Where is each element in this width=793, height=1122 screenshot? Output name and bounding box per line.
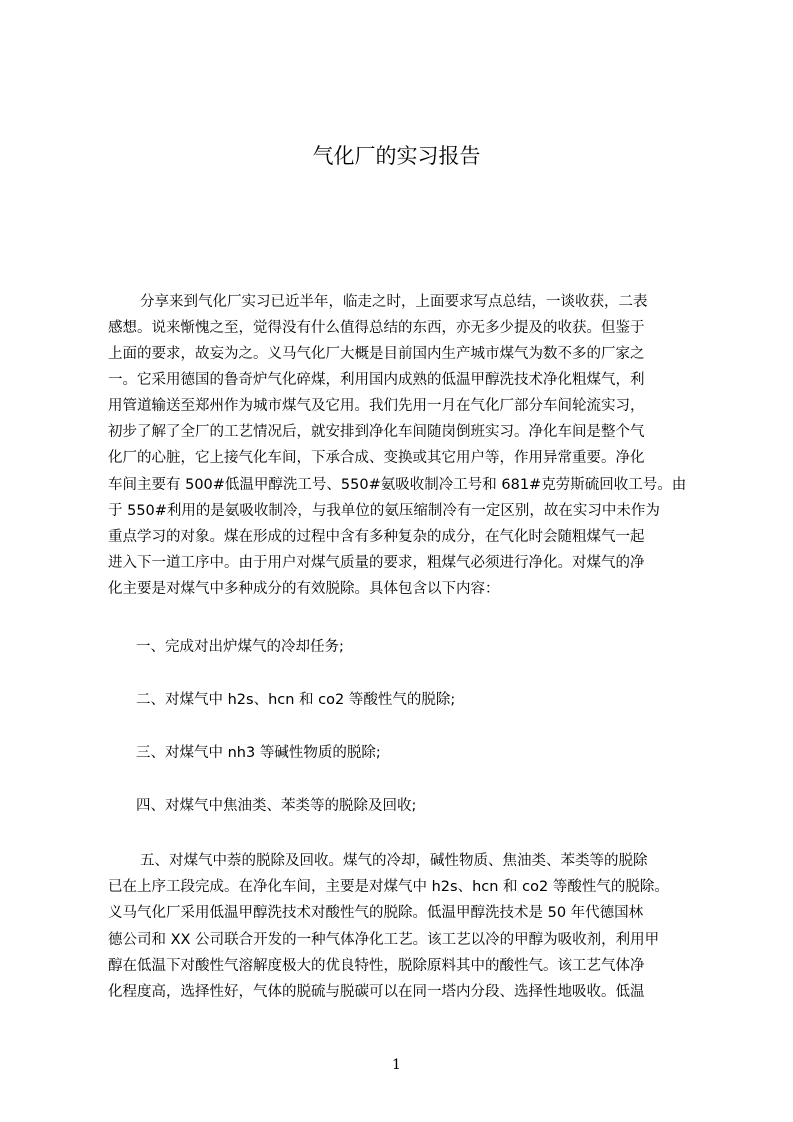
paragraph-1-line: 重点学习的对象。煤在形成的过程中含有多种复杂的成分，在气化时会随粗煤气一起 [108, 529, 645, 545]
document-title: 气化厂的实习报告 [312, 144, 481, 168]
paragraph-2-line: 德公司和 XX 公司联合开发的一种气体净化工艺。该工艺以冷的甲醇为吸收剂，利用甲 [108, 932, 660, 948]
paragraph-1-line: 分享来到气化厂实习已近半年，临走之时，上面要求写点总结，一谈收获，二表 [140, 294, 648, 310]
paragraph-2-line: 义马气化厂采用低温甲醇洗技术对酸性气的脱除。低温甲醇洗技术是 50 年代德国林 [108, 905, 644, 921]
paragraph-1-line: 一。它采用德国的鲁奇炉气化碎煤，利用国内成熟的低温甲醇洗技术净化粗煤气，利 [108, 372, 645, 388]
paragraph-1-line: 化主要是对煤气中多种成分的有效脱除。具体包含以下内容： [108, 581, 500, 597]
paragraph-1-line: 初步了解了全厂的工艺情况后，就安排到净化车间随岗倒班实习。净化车间是整个气 [108, 424, 645, 440]
paragraph-2-line: 醇在低温下对酸性气溶解度极大的优良特性，脱除原料其中的酸性气。该工艺气体净 [108, 958, 645, 974]
list-item: 三、对煤气中 nh3 等碱性物质的脱除; [136, 745, 381, 761]
paragraph-1-line: 进入下一道工序中。由于用户对煤气质量的要求，粗煤气必须进行净化。对煤气的净 [108, 555, 645, 571]
paragraph-1-line: 上面的要求，故妄为之。义马气化厂大概是目前国内生产城市煤气为数不多的厂家之 [108, 346, 645, 362]
paragraph-1-line: 用管道输送至郑州作为城市煤气及它用。我们先用一月在气化厂部分车间轮流实习， [108, 398, 645, 414]
paragraph-2-line: 五、对煤气中萘的脱除及回收。煤气的冷却，碱性物质、焦油类、苯类等的脱除 [140, 853, 648, 869]
paragraph-1-line: 感想。说来惭愧之至，觉得没有什么值得总结的东西，亦无多少提及的收获。但鉴于 [108, 320, 645, 336]
paragraph-1-line: 化厂的心脏，它上接气化车间，下承合成、变换或其它用户等，作用异常重要。净化 [108, 450, 645, 466]
paragraph-1-line: 于 550#利用的是氨吸收制冷，与我单位的氨压缩制冷有一定区别，故在实习中未作为 [108, 503, 660, 519]
list-item: 二、对煤气中 h2s、hcn 和 co2 等酸性气的脱除; [136, 692, 456, 708]
paragraph-2-line: 化程度高，选择性好，气体的脱硫与脱碳可以在同一塔内分段、选择性地吸收。低温 [108, 984, 645, 1000]
paragraph-1-line: 车间主要有 500#低温甲醇洗工号、550#氨吸收制冷工号和 681#克劳斯硫回收工号。由 [108, 477, 687, 493]
list-item: 四、对煤气中焦油类、苯类等的脱除及回收; [136, 798, 417, 814]
page-number: 1 [392, 1057, 401, 1073]
paragraph-2-line: 已在上序工段完成。在净化车间，主要是对煤气中 h2s、hcn 和 co2 等酸性气的脱除。 [108, 879, 669, 895]
list-item: 一、完成对出炉煤气的冷却任务; [136, 639, 344, 655]
